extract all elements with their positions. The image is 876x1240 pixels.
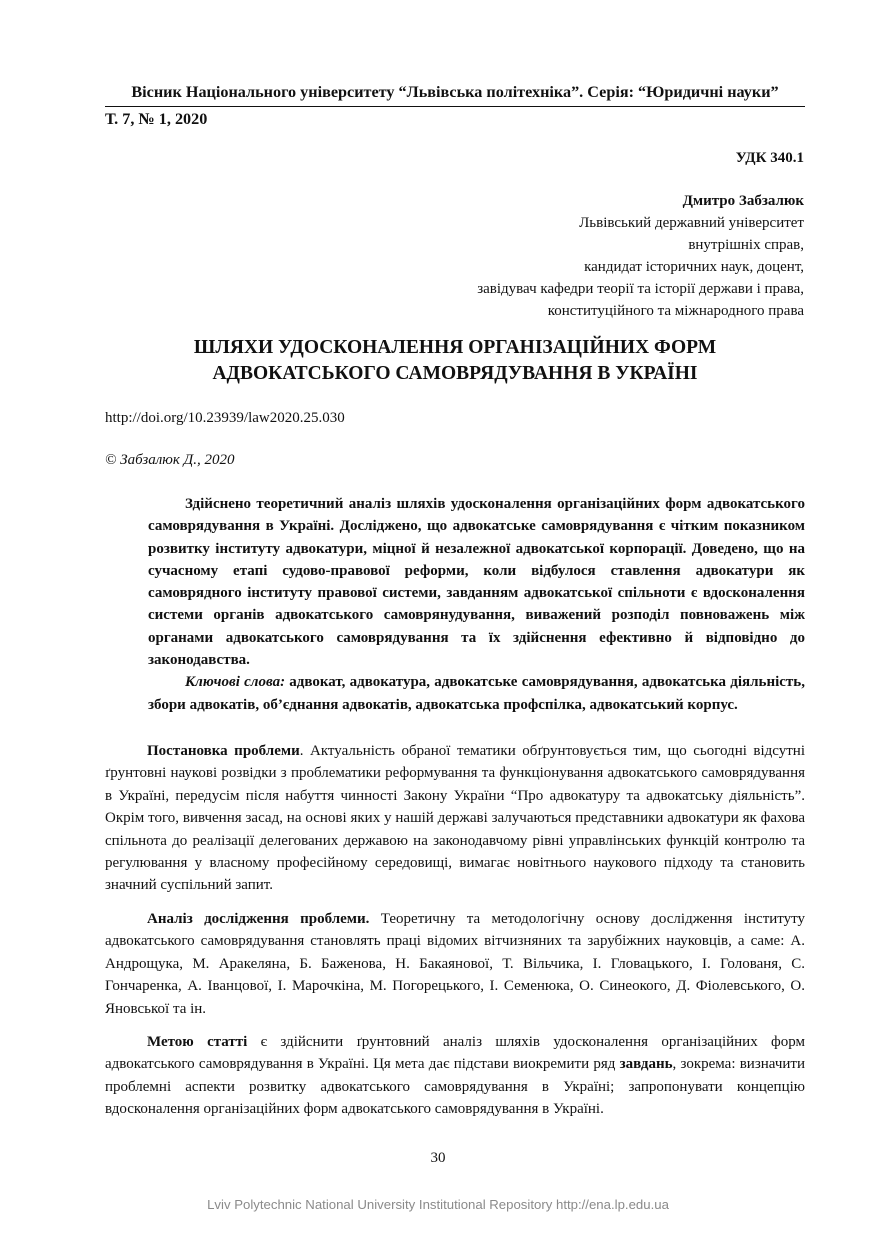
doi-link[interactable]: http://doi.org/10.23939/law2020.25.030	[105, 410, 345, 426]
keywords-list: адвокат, адвокатура, адвокатське самоврядування, адвокатська діяльність, збори адвокатів, об’єднання адвокатів, адвокатська профспілка, адвокатський корпус.	[148, 674, 805, 713]
author-name: Дмитро Забзалюк	[682, 193, 804, 209]
copyright-notice: © Забзалюк Д., 2020	[105, 452, 235, 468]
author-block	[477, 190, 804, 322]
abstract-text: Здійснено теоретичний аналіз шляхів удосконалення організаційних форм адвокатського самоврядування в Україні. Досліджено, що адвокатське самоврядування є чітким показником розвитку інституту адвокатури, міцної й незалежної адвокатської корпорації. Доведено, що на сучасному етапі судово-правової реформи, коли відбулося ставлення адвокатури як самоврядного інституту правової системи, завданням адвокатської спільноти є вдосконалення системи органів адвокатського самоврянудування, виважений розподіл повноважень між органами адвокатського самоврядування та їх здійснення ефективно й відповідно до законодавства.	[148, 496, 805, 669]
section-text: Теоретичну та методологічну основу дослідження інституту адвокатського самоврядування становлять праці відомих вітчизняних та зарубіжних науковців, а саме: А. Андрощука, М. Аракеляна, Б. Баженова, Н. Бакаянової, Т. Вільчика, І. Гловацького, І. Голованя, С. Гончаренка, А. Іванцової, І. Марочкіна, М. Погорецького, І. Семенюка, О. Синеокого, Д. Фіолевського, О. Яновської та ін.	[105, 911, 805, 1017]
section-text: є здійснити ґрунтовний аналіз шляхів удосконалення організаційних форм адвокатського самоврядування в Україні. Ця мета дає підстави виокремити ряд	[105, 1034, 806, 1073]
abstract	[148, 493, 805, 716]
repository-footer: Lviv Polytechnic National University Institutional Repository http://ena.lp.edu.ua	[207, 1197, 669, 1212]
author-degree-line: кандидат історичних наук, доцент,	[584, 259, 804, 275]
section-text: . Актуальність обраної тематики обґрунтовується тим, що сьогодні відсутні ґрунтовні наукові розвідки з проблематики реформування та функціонування адвокатського самоврядування в Україні, передусім після набуття чинності Закону України “Про адвокатуру та адвокатську діяльність”. Окрім того, вивчення засад, на основі яких у нашій державі залучаються представники адвокатури як фахова спільнота до реалізації делегованих державою на законодавчому рівні управлінських функцій контролю та регулювання у власному професійному середовищі, вимагає новітнього наукового підходу та становить значний суспільний запит.	[105, 743, 805, 894]
journal-header: Вісник Національного університету “Львівська політехніка”. Серія: “Юридичні науки”	[131, 83, 779, 101]
section-paragraph	[105, 1031, 805, 1121]
article-title-line: ШЛЯХИ УДОСКОНАЛЕННЯ ОРГАНІЗАЦІЙНИХ ФОРМ	[193, 337, 717, 358]
section-research-analysis	[105, 908, 805, 1020]
section-heading: Метою статті	[147, 1034, 248, 1050]
author-affiliation-line: внутрішніх справ,	[688, 237, 804, 253]
section-problem-statement	[105, 740, 805, 897]
journal-volume: Т. 7, № 1, 2020	[105, 110, 208, 128]
header-rule	[105, 106, 805, 107]
article-title	[105, 335, 805, 387]
author-affiliation-line: Львівський державний університет	[579, 215, 804, 231]
section-paragraph	[105, 740, 805, 897]
udc-code: УДК 340.1	[735, 150, 804, 166]
section-paragraph	[105, 908, 805, 1020]
keywords	[148, 671, 805, 716]
author-position-line: конституційного та міжнародного права	[547, 303, 804, 319]
author-position-line: завідувач кафедри теорії та історії держави і права,	[477, 281, 804, 297]
keywords-label: Ключові слова:	[185, 674, 286, 691]
section-heading: Аналіз дослідження проблеми.	[147, 911, 370, 927]
page-number: 30	[430, 1150, 446, 1166]
section-text: , зокрема: визначити проблемні аспекти розвитку адвокатського самоврядування в Україні; запропонувати концепцію вдосконалення організаційних форм адвокатського самоврядування в Україні.	[105, 1056, 805, 1118]
tasks-term: завдань	[619, 1056, 673, 1073]
section-article-goal	[105, 1031, 805, 1121]
section-heading: Постановка проблеми	[147, 743, 300, 759]
article-title-line: АДВОКАТСЬКОГО САМОВРЯДУВАННЯ В УКРАЇНІ	[212, 363, 698, 384]
